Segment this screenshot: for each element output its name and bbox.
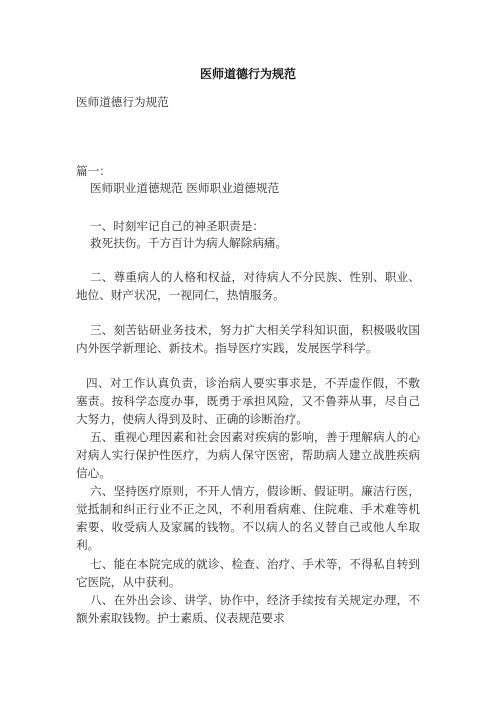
paragraph-line: 信心。 (76, 466, 111, 480)
paragraph-line: 额外索取钱物。护士素质、仪表规范要求 (76, 611, 285, 625)
paragraph-line: 四、对工作认真负责，诊治病人要实事求是，不弄虚作假，不敷 (86, 376, 420, 390)
paragraph-line: 八、在外出会诊、讲学、协作中，经济手续按有关规定办理，不 (90, 593, 420, 607)
paragraph-line: 五、重视心理因素和社会因素对疾病的影响，善于理解病人的心 (90, 430, 420, 444)
paragraph-line: 六、坚持医疗原则，不开人情方，假诊断、假证明。廉洁行医， (90, 484, 420, 498)
paragraph-line: 地位、财产状况，一视同仁，热情服务。 (76, 288, 285, 302)
paragraph-line: 大努力，使病人得到及时、正确的诊断治疗。 (76, 412, 308, 426)
paragraph-line: 一、时刻牢记自己的神圣职责是： (90, 219, 264, 233)
paragraph-line: 索要、收受病人及家属的钱物。不以病人的名义替自己或他人牟取 (76, 520, 420, 534)
paragraph-line: 七、能在本院完成的就诊、检查、治疗、手术等，不得私自转到 (90, 557, 420, 571)
paragraph-line: 救死扶伤。千方百计为病人解除病痛。 (90, 236, 288, 250)
paragraph-line: 二、尊重病人的人格和权益，对待病人不分民族、性别、职业、 (90, 270, 420, 284)
document-subtitle: 医师道德行为规范 (76, 95, 169, 109)
document-title: 医师道德行为规范 (199, 67, 296, 81)
paragraph-line: 内外医学新理论、新技术。指导医疗实践，发展医学科学。 (76, 341, 378, 355)
section-label: 篇一： (76, 164, 111, 178)
paragraph-line: 塞责。按科学态度办事，既勇于承担风险，又不鲁莽从事，尽自己 (76, 394, 420, 408)
paragraph-line: 利。 (76, 538, 100, 552)
paragraph-line: 对病人实行保护性医疗，为病人保守医密，帮助病人建立战胜疾病 (76, 448, 420, 462)
paragraph-line: 三、刻苦钻研业务技术，努力扩大相关学科知识面，积极吸收国 (90, 323, 420, 337)
section-heading: 医师职业道德规范 医师职业道德规范 (90, 181, 280, 195)
paragraph-line: 觉抵制和纠正行业不正之风，不利用看病难、住院难、手术难等机 (76, 502, 420, 516)
paragraph-line: 它医院，从中获利。 (76, 575, 181, 589)
